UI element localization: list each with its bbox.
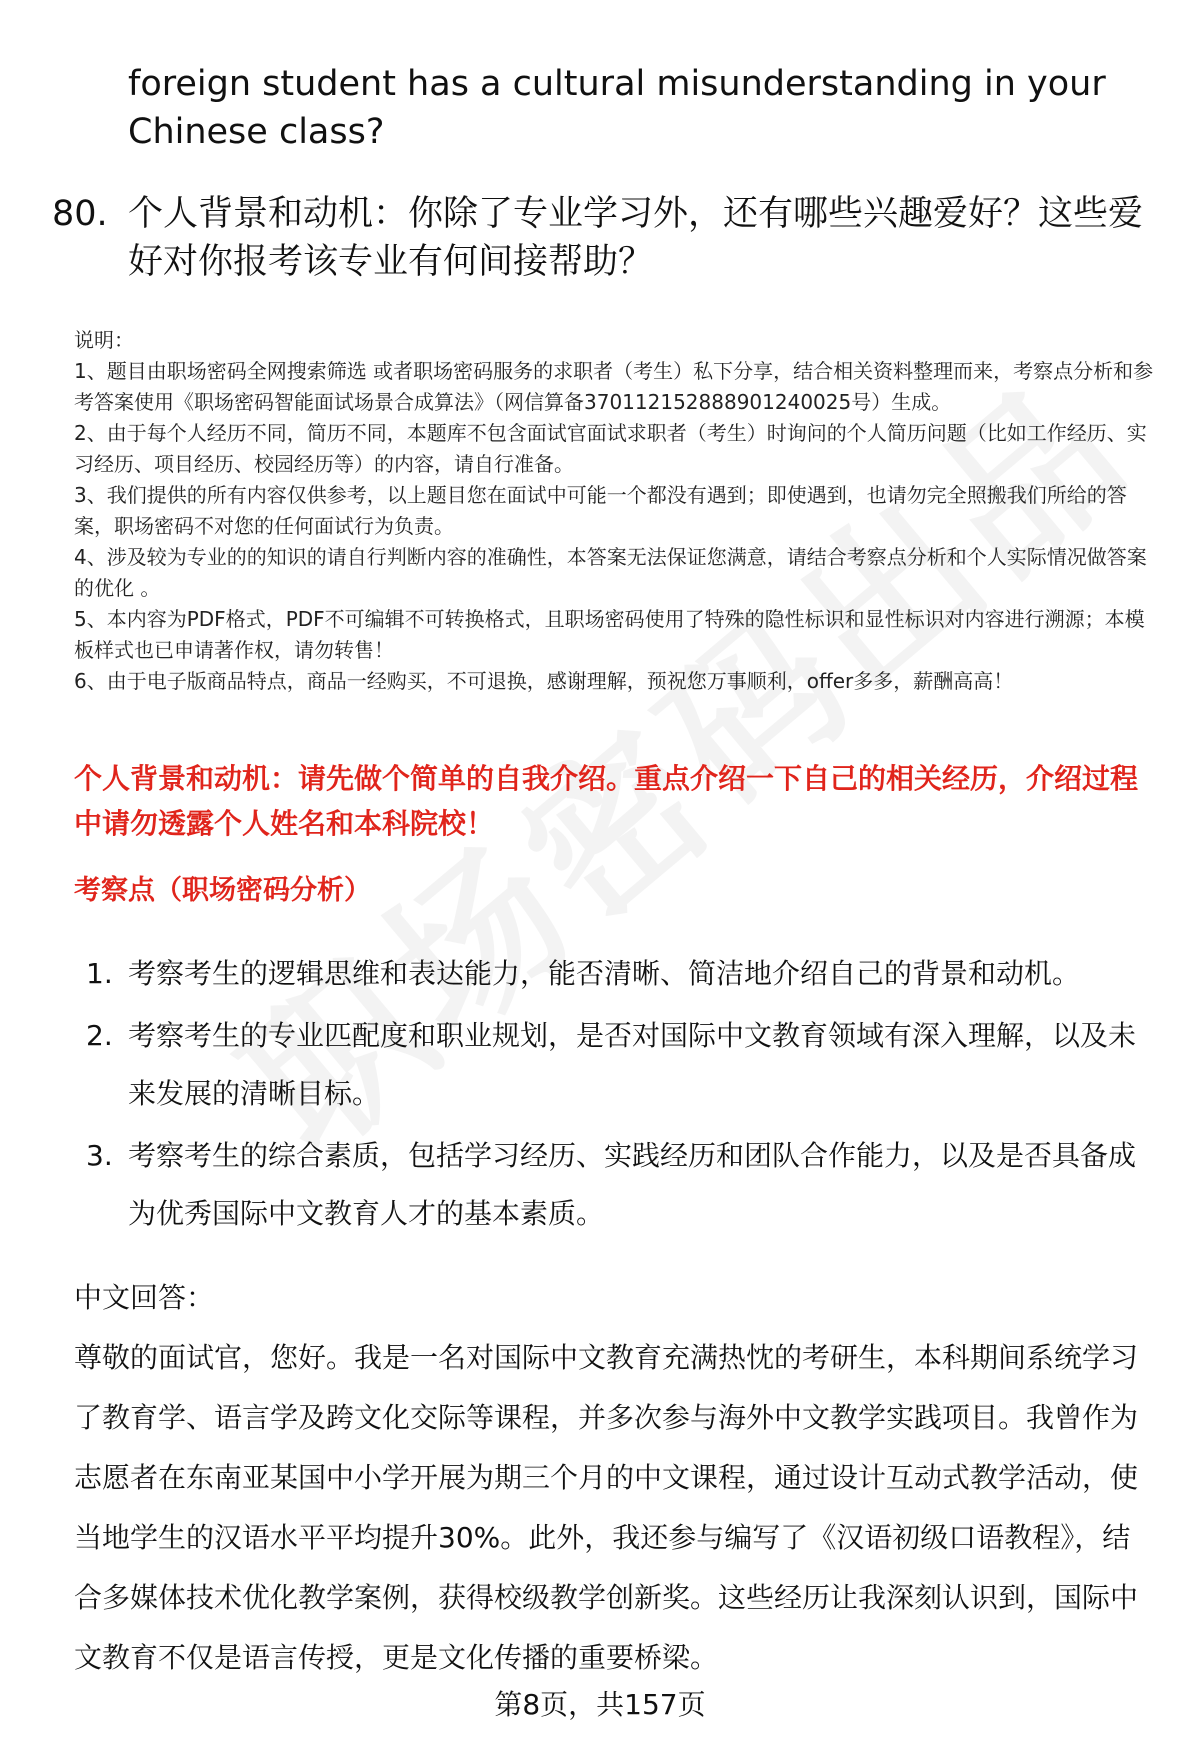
analysis-point — [74, 1127, 1154, 1243]
page-footer: 第8页，共157页 — [494, 1688, 706, 1721]
question-80 — [52, 190, 1152, 286]
answer-paragraph: 尊敬的面试官，您好。我是一名对国际中文教育充满热忱的考研生，本科期间系统学习了教育学、语言学及跨文化交际等课程，并多次参与海外中文教学实践项目。我曾作为志愿者在东南亚某国中小学开展为期三个月的中文课程，通过设计互动式教学活动，使当地学生的汉语水平平均提升30%。此外，我还参与编写了《汉语初级口语教程》，结合多媒体技术优化教学案例，获得校级教学创新奖。这些经历让我深刻认识到，国际中文教育不仅是语言传授，更是文化传播的重要桥梁。 — [74, 1341, 1139, 1674]
analysis-points — [74, 945, 1154, 1247]
point-number: 3. — [86, 1139, 113, 1172]
analysis-heading: 考察点（职场密码分析） — [74, 875, 371, 906]
note-item: 1、题目由职场密码全网搜索筛选 或者职场密码服务的求职者（考生）私下分享，结合相关资料整理而来，考察点分析和参考答案使用《职场密码智能面试场景合成算法》（网信算备370112152888901240025号）生成。 — [74, 359, 1154, 414]
analysis-point — [74, 945, 1154, 1003]
point-number: 1. — [86, 957, 113, 990]
point-text: 考察考生的综合素质，包括学习经历、实践经历和团队合作能力，以及是否具备成为优秀国际中文教育人才的基本素质。 — [128, 1139, 1137, 1230]
analysis-point — [74, 1007, 1154, 1123]
highlighted-question: 个人背景和动机：请先做个简单的自我介绍。重点介绍一下自己的相关经历，介绍过程中请勿透露个人姓名和本科院校！ — [74, 762, 1139, 840]
note-item: 2、由于每个人经历不同，简历不同，本题库不包含面试官面试求职者（考生）时询问的个人简历问题（比如工作经历、实习经历、项目经历、校园经历等）的内容，请自行准备。 — [74, 421, 1147, 476]
answer-label: 中文回答： — [74, 1281, 215, 1314]
notes-title: 说明： — [74, 328, 134, 352]
note-item: 4、涉及较为专业的的知识的请自行判断内容的准确性，本答案无法保证您满意，请结合考察点分析和个人实际情况做答案的优化 。 — [74, 545, 1147, 600]
point-number: 2. — [86, 1019, 113, 1052]
question-text: 个人背景和动机：你除了专业学习外，还有哪些兴趣爱好？这些爱好对你报考该专业有何间接帮助？ — [128, 194, 1144, 282]
answer-body — [74, 1328, 1154, 1688]
question-number: 80. — [52, 194, 108, 234]
note-item: 6、由于电子版商品特点，商品一经购买，不可退换，感谢理解，预祝您万事顺利，offer多多，薪酬高高！ — [74, 669, 1014, 693]
note-item: 3、我们提供的所有内容仅供参考，以上题目您在面试中可能一个都没有遇到；即使遇到，也请勿完全照搬我们所给的答案，职场密码不对您的任何面试行为负责。 — [74, 483, 1127, 538]
disclaimer-notes — [74, 325, 1164, 697]
point-text: 考察考生的逻辑思维和表达能力，能否清晰、简洁地介绍自己的背景和动机。 — [128, 957, 1081, 990]
point-text: 考察考生的专业匹配度和职业规划，是否对国际中文教育领域有深入理解，以及未来发展的清晰目标。 — [128, 1019, 1137, 1110]
question-continuation: foreign student has a cultural misunderstanding in your Chinese class? — [128, 64, 1106, 152]
note-item: 5、本内容为PDF格式，PDF不可编辑不可转换格式，且职场密码使用了特殊的隐性标识和显性标识对内容进行溯源；本模板样式也已申请著作权，请勿转售！ — [74, 607, 1145, 662]
